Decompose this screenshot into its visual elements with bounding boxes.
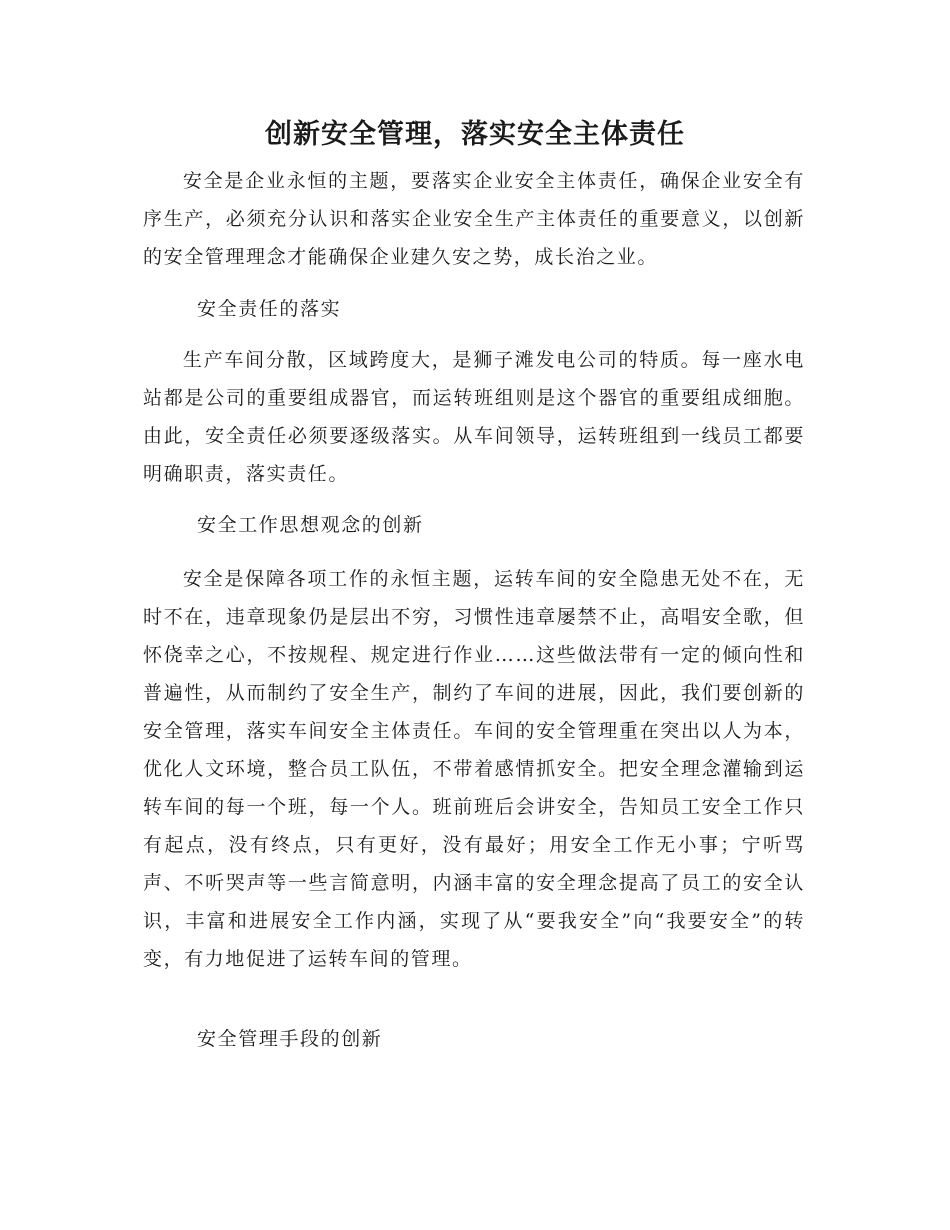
section-heading-mindset: 安全工作思想观念的创新: [197, 514, 424, 536]
section-heading-responsibility: 安全责任的落实: [197, 298, 342, 320]
section-body-responsibility: 生产车间分散，区域跨度大，是狮子滩发电公司的特质。每一座水电站都是公司的重要组成器官，而运转班组则是这个器官的重要组成细胞。由此，安全责任必须要逐级落实。从车间领导，运转班组到一线员工都要明确职责，落实责任。: [143, 349, 805, 485]
document-title: 创新安全管理，落实安全主体责任: [265, 119, 685, 150]
intro-paragraph: 安全是企业永恒的主题，要落实企业安全主体责任，确保企业安全有序生产，必须充分认识和落实企业安全生产主体责任的重要意义，以创新的安全管理理念才能确保企业建久安之势，成长治之业。: [143, 170, 805, 268]
section-body-mindset: 安全是保障各项工作的永恒主题，运转车间的安全隐患无处不在，无时不在，违章现象仍是层出不穷，习惯性违章屡禁不止，高唱安全歌，但怀侥幸之心，不按规程、规定进行作业……这些做法带有一定的倾向性和普遍性，从而制约了安全生产，制约了车间的进展，因此，我们要创新的安全管理，落实车间安全主体责任。车间的安全管理重在突出以人为本，优化人文环境，整合员工队伍，不带着感情抓安全。把安全理念灌输到运转车间的每一个班，每一个人。班前班后会讲安全，告知员工安全工作只有起点，没有终点，只有更好，没有最好；用安全工作无小事；宁听骂声、不听哭声等一些言简意明，内涵丰富的安全理念提高了员工的安全认识，丰富和进展安全工作内涵，实现了从“要我安全”向“我要安全”的转变，有力地促进了运转车间的管理。: [143, 568, 805, 970]
section-heading-methods: 安全管理手段的创新: [197, 1028, 383, 1050]
